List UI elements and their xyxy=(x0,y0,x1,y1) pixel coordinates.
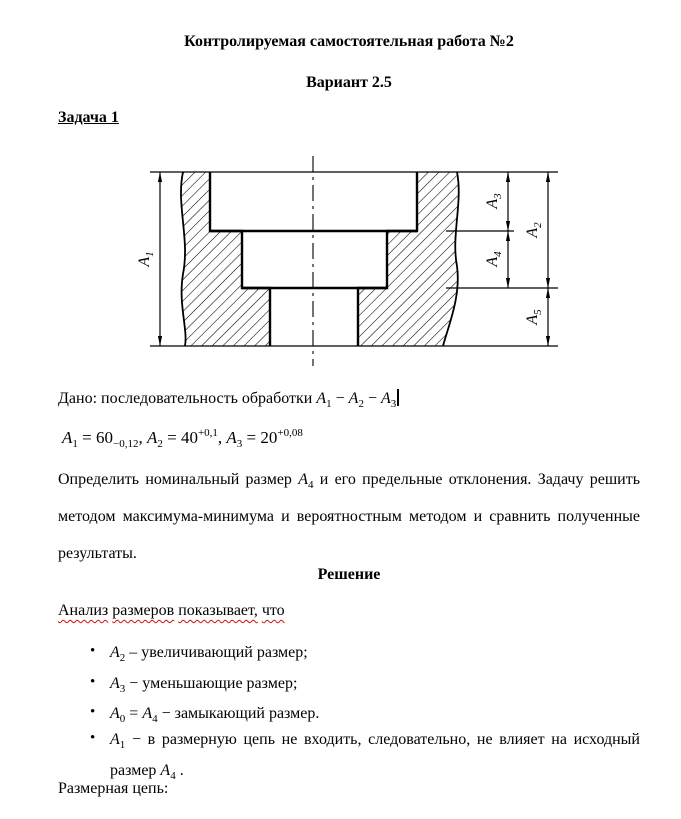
doc-title: Контролируемая самостоятельная работа №2 xyxy=(184,33,514,50)
given-label: Дано: последовательность обработки xyxy=(58,390,313,407)
list-item-a3 xyxy=(88,668,640,699)
values-line xyxy=(62,428,303,448)
given-line xyxy=(58,389,399,408)
chain-a2: $A_2$ − xyxy=(348,390,381,410)
variant-heading: Вариант 2.5 xyxy=(306,74,392,91)
bullet-text: $A_1 - в$ размерную цепь не входить, следовательно, не влияет на исходный размер $A_4$ . xyxy=(110,731,640,782)
hatch-left-region xyxy=(181,172,270,346)
misspelled-word: размеров xyxy=(112,602,175,619)
problem-paragraph: Определить номинальный размер $A_4$ и его предельные отклонения. Задачу решить методом максимума-минимума и вероятностным методом и сравнить полученные результаты. xyxy=(58,471,640,562)
value-a2: $A_2 = 40^{+0,1}$, xyxy=(146,427,227,450)
hatch-right-region xyxy=(358,172,459,346)
dim-label-a3: $A_3$ xyxy=(484,193,504,209)
lower-deviation: −0,12 xyxy=(112,438,139,450)
dim-label-a4: $A_4$ xyxy=(484,251,504,267)
misspelled-word: что xyxy=(261,602,285,619)
bullet-text: $A_3$ − уменьшающие размер; xyxy=(110,675,298,695)
bullet-icon: • xyxy=(90,674,96,690)
bullet-text: $A_2$ – увеличивающий размер; xyxy=(110,644,308,664)
task-heading: Задача 1 xyxy=(58,109,119,126)
dim-label-a1: $A_1$ xyxy=(136,251,156,267)
misspelled-word: Анализ xyxy=(58,602,109,619)
bullet-icon: • xyxy=(90,643,96,659)
analysis-line xyxy=(58,602,285,620)
value-a1: $A_1 = 60_{-0,12}$, xyxy=(62,428,147,450)
list-item-a1 xyxy=(88,724,640,786)
upper-deviation: +0,08 xyxy=(277,427,303,439)
bullet-text: $A_0 = A_4$ − замыкающий размер. xyxy=(110,705,320,725)
misspelled-word: показывает, xyxy=(178,602,258,619)
bullet-icon: • xyxy=(90,730,96,746)
closing-line: Размерная цепь: xyxy=(58,780,169,797)
text-cursor xyxy=(397,389,399,406)
chain-a1: $A_1$ − xyxy=(316,390,349,410)
dim-label-a2: $A_2$ xyxy=(524,222,544,238)
list-item-a2 xyxy=(88,637,640,668)
bullet-icon: • xyxy=(90,704,96,720)
value-a3: $A_3 = 20^{+0,08}$ xyxy=(226,427,303,450)
solution-heading: Решение xyxy=(317,566,381,583)
dim-label-a5: $A_5$ xyxy=(524,309,544,325)
chain-a3: $A_3$ xyxy=(380,390,397,410)
upper-deviation: +0,1 xyxy=(197,427,218,439)
technical-drawing xyxy=(0,144,681,372)
